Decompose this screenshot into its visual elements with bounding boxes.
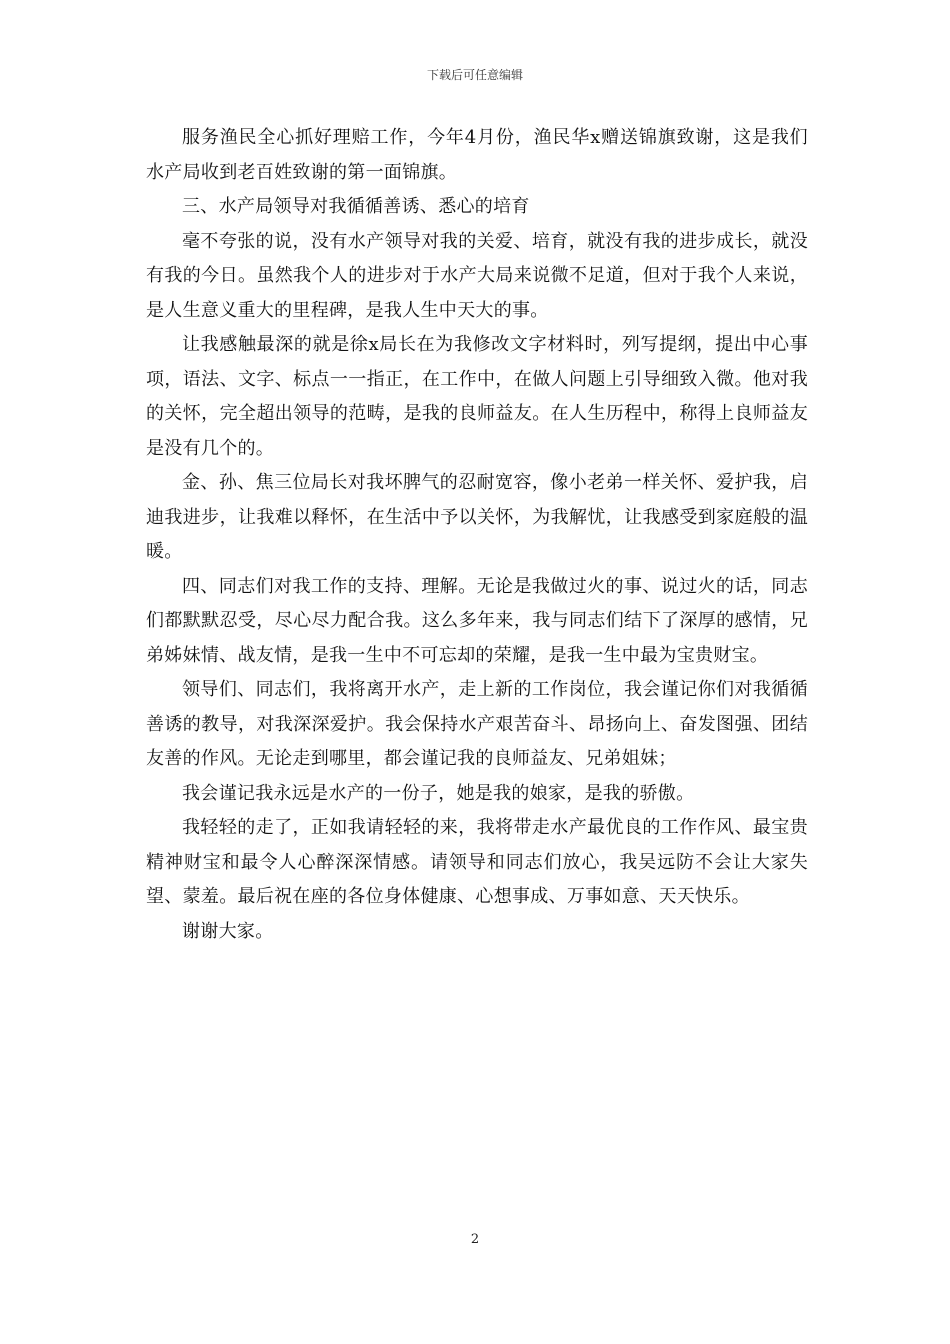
paragraph-4: 金、孙、焦三位局长对我坏脾气的忍耐宽容，像小老弟一样关怀、爱护我，启迪我进步，让我难以释怀，在生活中予以关怀，为我解忧，让我感受到家庭般的温暖。 — [146, 472, 808, 562]
paragraph-2: 毫不夸张的说，没有水产领导对我的关爱、培育，就没有我的进步成长，就没有我的今日。虽然我个人的进步对于水产大局来说微不足道，但对于我个人来说，是人生意义重大的里程碑，是我人生中天大的事。 — [146, 230, 808, 321]
paragraph-6: 我会谨记我永远是水产的一份子，她是我的娘家，是我的骄傲。 — [182, 782, 695, 804]
paragraph-5: 领导们、同志们，我将离开水产，走上新的工作岗位，我会谨记你们对我循循善诱的教导，对我深深爱护。我会保持水产艰苦奋斗、昂扬向上、奋发图强、团结友善的作风。无论走到哪里，都会谨记我的良师益友、兄弟姐妹； — [146, 679, 808, 769]
section-heading-4-paragraph: 四、同志们对我工作的支持、理解。无论是我做过火的事、说过火的话，同志们都默默忍受，尽心尽力配合我。这么多年来，我与同志们结下了深厚的感情，兄弟姊妹情、战友情，是我一生中不可忘却的荣耀，是我一生中最为宝贵财宝。 — [146, 575, 808, 666]
section-heading-3: 三、水产局领导对我循循善诱、悉心的培育 — [182, 196, 530, 217]
paragraph-1: 服务渔民全心抓好理赔工作，今年4月份，渔民华x赠送锦旗致谢，这是我们水产局收到老百姓致谢的第一面锦旗。 — [146, 127, 808, 183]
page-number: 2 — [470, 1232, 480, 1247]
document-body — [146, 121, 808, 949]
closing-thanks: 谢谢大家。 — [182, 920, 274, 942]
paragraph-7: 我轻轻的走了，正如我请轻轻的来，我将带走水产最优良的工作作风、最宝贵精神财宝和最令人心醉深深情感。请领导和同志们放心，我吴远防不会让大家失望、蒙羞。最后祝在座的各位身体健康、心想事成、万事如意、天天快乐。 — [146, 817, 808, 907]
paragraph-3: 让我感触最深的就是徐x局长在为我修改文字材料时，列写提纲，提出中心事项，语法、文字、标点一一指正，在工作中，在做人问题上引导细致入微。他对我的关怀，完全超出领导的范畴，是我的良师益友。在人生历程中，称得上良师益友是没有几个的。 — [146, 334, 808, 459]
page-header-note: 下载后可任意编辑 — [426, 68, 523, 82]
